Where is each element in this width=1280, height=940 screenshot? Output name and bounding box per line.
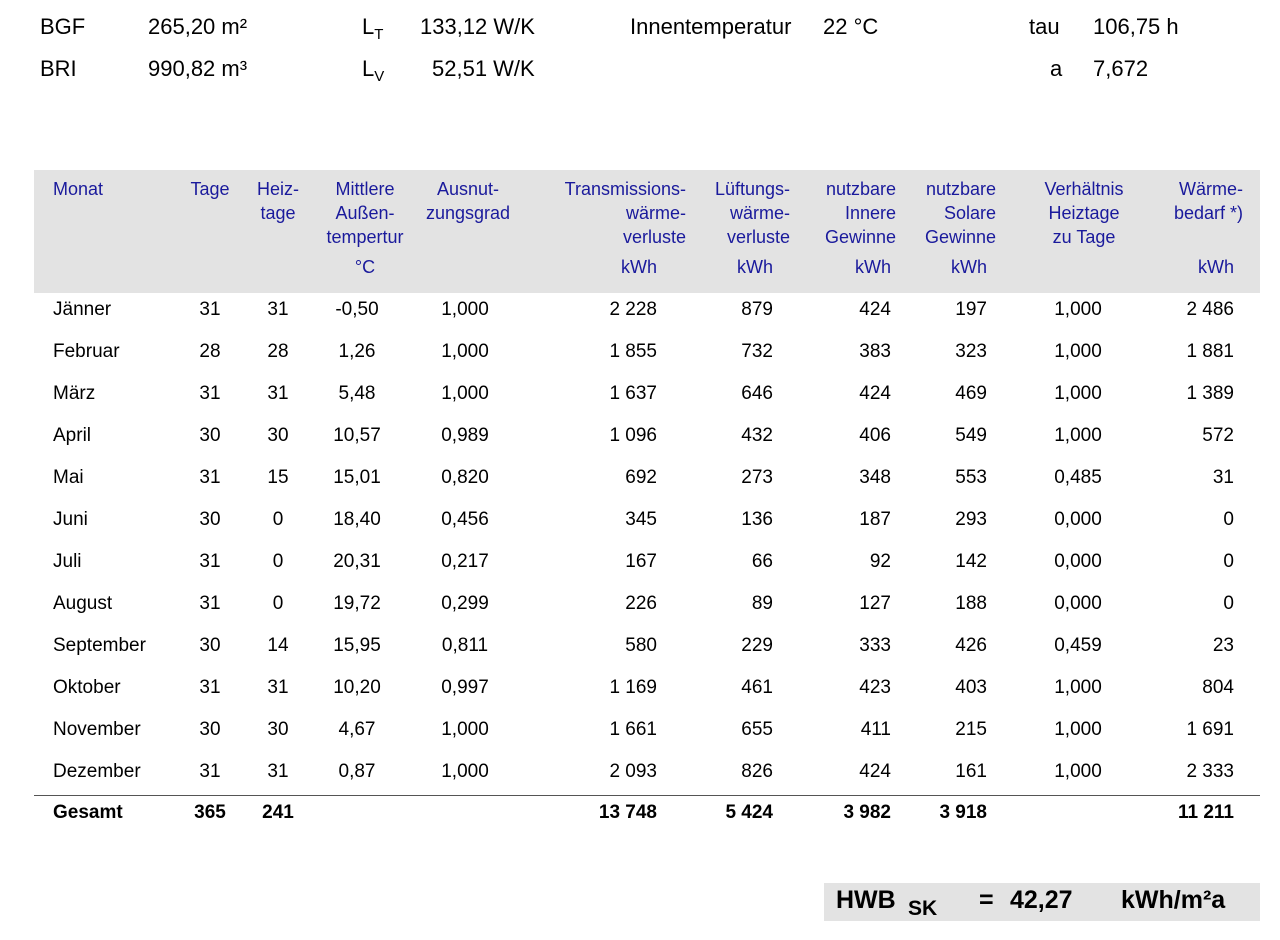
table-cell: 1,000 — [441, 299, 489, 320]
table-cell: 18,40 — [333, 509, 381, 530]
innentemperatur-value: 22 °C — [823, 14, 879, 39]
table-cell: September — [53, 635, 146, 656]
table-cell: 1,26 — [338, 341, 376, 362]
table-cell: 0,000 — [1054, 551, 1102, 572]
table-cell: 31 — [267, 677, 289, 698]
column-header-line: Wärme- — [1179, 179, 1243, 199]
table-cell: 1 691 — [1186, 719, 1234, 740]
table-cell: Juni — [53, 509, 88, 530]
table-cell: 31 — [199, 467, 221, 488]
table-cell: 1,000 — [441, 719, 489, 740]
table-cell: 426 — [955, 635, 987, 656]
table-cell: 30 — [199, 719, 221, 740]
table-cell: 2 333 — [1186, 761, 1234, 782]
table-cell: Jänner — [53, 299, 112, 320]
table-cell: 187 — [859, 509, 891, 530]
table-cell: 692 — [625, 467, 657, 488]
table-cell: 1 855 — [609, 341, 657, 362]
table-cell: 0,87 — [338, 761, 376, 782]
a-label: a — [1050, 56, 1063, 81]
table-cell: 66 — [751, 551, 773, 572]
table-cell: 646 — [741, 383, 773, 404]
column-header-line: verluste — [726, 227, 790, 247]
hwb-value: 42,27 — [1010, 886, 1073, 914]
table-cell: 1,000 — [441, 761, 489, 782]
table-cell: 0,820 — [441, 467, 489, 488]
table-cell: August — [53, 593, 113, 614]
column-header-line: Ausnut- — [436, 179, 500, 199]
table-cell: 197 — [955, 299, 987, 320]
table-cell: 167 — [625, 551, 657, 572]
table-cell: 31 — [199, 593, 221, 614]
table-cell: 0,997 — [441, 677, 489, 698]
column-header-line: wärme- — [729, 203, 790, 223]
table-cell: 1 637 — [609, 383, 657, 404]
table-cell: 323 — [955, 341, 987, 362]
table-cell: 1 096 — [609, 425, 657, 446]
column-unit: kWh — [1198, 257, 1234, 277]
column-header-line: Gewinne — [824, 227, 896, 247]
table-cell: 0,000 — [1054, 593, 1102, 614]
table-cell: 28 — [267, 341, 289, 362]
hwb-label: HWB — [836, 886, 896, 914]
table-cell: 432 — [741, 425, 773, 446]
table-cell: Juli — [53, 551, 82, 572]
lv-value: 52,51 W/K — [432, 56, 535, 81]
table-cell: 1,000 — [1054, 677, 1102, 698]
table-cell: 424 — [859, 383, 891, 404]
table-cell: 0,989 — [441, 425, 489, 446]
table-cell: 31 — [199, 383, 221, 404]
table-cell: 345 — [625, 509, 657, 530]
table-cell: 804 — [1202, 677, 1234, 698]
table-cell: 1 389 — [1186, 383, 1234, 404]
column-header — [516, 177, 686, 249]
table-cell: 31 — [267, 299, 289, 320]
table-cell: 188 — [955, 593, 987, 614]
table-cell: Dezember — [53, 761, 141, 782]
table-cell: 31 — [199, 299, 221, 320]
table-cell: 403 — [955, 677, 987, 698]
column-header-line: tempertur — [326, 227, 404, 247]
table-cell: 0 — [1223, 551, 1234, 572]
table-cell: 30 — [267, 719, 289, 740]
table-cell: 30 — [199, 425, 221, 446]
table-cell: 1,000 — [441, 341, 489, 362]
table-cell: 30 — [267, 425, 289, 446]
a-value: 7,672 — [1093, 56, 1149, 81]
table-cell: 348 — [859, 467, 891, 488]
table-cell: 0,459 — [1054, 635, 1102, 656]
column-header-line: Lüftungs- — [714, 179, 790, 199]
table-cell: 469 — [955, 383, 987, 404]
table-cell: 580 — [625, 635, 657, 656]
lt-value: 133,12 W/K — [420, 14, 535, 39]
total-cell: 11 211 — [1177, 802, 1234, 823]
table-cell: 549 — [955, 425, 987, 446]
table-cell: 15,95 — [333, 635, 381, 656]
table-cell: November — [53, 719, 141, 740]
column-header — [53, 177, 173, 201]
column-header — [175, 177, 245, 201]
table-cell: 1 881 — [1186, 341, 1234, 362]
column-header-line: Solare — [943, 203, 996, 223]
table-cell: 1,000 — [1054, 761, 1102, 782]
column-header-line: Mittlere — [335, 179, 395, 199]
table-cell: 31 — [199, 551, 221, 572]
table-cell: 383 — [859, 341, 891, 362]
table-cell: 136 — [741, 509, 773, 530]
table-cell: 0,299 — [441, 593, 489, 614]
column-header-line: Heiz- — [256, 179, 299, 199]
table-cell: 5,48 — [338, 383, 376, 404]
table-cell: 30 — [199, 635, 221, 656]
table-cell: 4,67 — [338, 719, 376, 740]
column-header-line: zu Tage — [1052, 227, 1116, 247]
column-header — [786, 177, 896, 249]
hwb-result-box — [824, 883, 1260, 921]
table-cell: 461 — [741, 677, 773, 698]
table-cell: Oktober — [53, 677, 121, 698]
table-cell: 229 — [741, 635, 773, 656]
table-cell: 423 — [859, 677, 891, 698]
total-cell: 13 748 — [598, 802, 657, 823]
table-cell: Mai — [53, 467, 84, 488]
hwb-unit: kWh/m²a — [1121, 886, 1226, 914]
table-cell: 0,485 — [1054, 467, 1102, 488]
table-cell: 0,000 — [1054, 509, 1102, 530]
total-cell: 241 — [262, 802, 294, 823]
table-cell: 406 — [859, 425, 891, 446]
table-cell: 20,31 — [333, 551, 381, 572]
column-header-line: Heiztage — [1048, 203, 1120, 223]
table-cell: 0 — [272, 509, 284, 530]
bgf-value: 265,20 m² — [148, 14, 248, 39]
table-cell: 23 — [1212, 635, 1234, 656]
column-unit: kWh — [951, 257, 987, 277]
column-header — [310, 177, 420, 249]
table-cell: 31 — [1212, 467, 1234, 488]
table-cell: 92 — [869, 551, 891, 572]
table-cell: 14 — [267, 635, 289, 656]
table-cell: Februar — [53, 341, 120, 362]
table-cell: 879 — [741, 299, 773, 320]
column-header-line: Transmissions- — [564, 179, 686, 199]
table-cell: 333 — [859, 635, 891, 656]
table-cell: 424 — [859, 299, 891, 320]
column-header — [1123, 177, 1243, 225]
table-cell: 1,000 — [1054, 383, 1102, 404]
total-cell: 3 982 — [843, 802, 891, 823]
column-unit: kWh — [737, 257, 773, 277]
table-cell: 1,000 — [1054, 719, 1102, 740]
table-cell: 31 — [267, 761, 289, 782]
table-cell: 142 — [955, 551, 987, 572]
column-header — [886, 177, 996, 249]
column-header-line: verluste — [622, 227, 686, 247]
table-cell: 0 — [1223, 509, 1234, 530]
table-cell: 226 — [625, 593, 657, 614]
table-cell: 28 — [199, 341, 221, 362]
table-cell: März — [53, 383, 96, 404]
column-header-line: Gewinne — [924, 227, 996, 247]
table-cell: 161 — [955, 761, 987, 782]
table-cell: 826 — [741, 761, 773, 782]
column-unit: kWh — [621, 257, 657, 277]
table-cell: 0,217 — [441, 551, 489, 572]
table-cell: 2 228 — [609, 299, 657, 320]
table-cell: 273 — [741, 467, 773, 488]
table-cell: 31 — [199, 677, 221, 698]
column-header-line: nutzbare — [825, 179, 896, 199]
table-cell: 732 — [741, 341, 773, 362]
column-header-line: Innere — [844, 203, 896, 223]
tau-value: 106,75 h — [1093, 14, 1179, 39]
table-cell: 31 — [267, 383, 289, 404]
hwb-subscript: SK — [908, 897, 938, 920]
table-cell: 655 — [741, 719, 773, 740]
total-cell: 365 — [194, 802, 226, 823]
column-header-line: nutzbare — [925, 179, 996, 199]
column-header — [248, 177, 308, 225]
table-cell: 572 — [1202, 425, 1234, 446]
table-cell: 0 — [272, 593, 284, 614]
bgf-label: BGF — [40, 14, 86, 39]
table-cell: -0,50 — [335, 299, 379, 320]
table-cell: 1,000 — [1054, 299, 1102, 320]
table-cell: 1,000 — [441, 383, 489, 404]
total-separator-line — [34, 795, 1260, 796]
table-cell: 1,000 — [1054, 341, 1102, 362]
table-cell: 19,72 — [333, 593, 381, 614]
bri-value: 990,82 m³ — [148, 56, 248, 81]
table-cell: 2 093 — [609, 761, 657, 782]
table-cell: 1 169 — [609, 677, 657, 698]
table-cell: 0 — [272, 551, 284, 572]
hwb-equals: = — [979, 886, 994, 914]
table-cell: 0,811 — [441, 635, 489, 656]
column-header-line: Außen- — [335, 203, 395, 223]
column-header-line: bedarf *) — [1173, 203, 1243, 223]
total-cell: 5 424 — [725, 802, 773, 823]
column-header-line: Monat — [53, 179, 104, 199]
column-header-line: Tage — [190, 179, 230, 199]
bri-label: BRI — [40, 56, 77, 81]
table-cell: 89 — [751, 593, 773, 614]
table-cell: 0 — [1223, 593, 1234, 614]
innentemperatur-label: Innentemperatur — [630, 14, 792, 39]
table-cell: 2 486 — [1186, 299, 1234, 320]
table-cell: 553 — [955, 467, 987, 488]
column-header — [413, 177, 523, 225]
lv-label: $L_V$ — [362, 56, 385, 85]
table-cell: 30 — [199, 509, 221, 530]
total-cell: Gesamt — [53, 802, 123, 823]
table-cell: 293 — [955, 509, 987, 530]
column-unit: kWh — [855, 257, 891, 277]
column-header-line: wärme- — [625, 203, 686, 223]
table-cell: 127 — [859, 593, 891, 614]
tau-label: tau — [1029, 14, 1060, 39]
table-cell: April — [53, 425, 92, 446]
table-cell: 1,000 — [1054, 425, 1102, 446]
table-cell: 215 — [955, 719, 987, 740]
table-cell: 15,01 — [333, 467, 381, 488]
lt-label: $L_T$ — [362, 14, 384, 43]
table-cell: 15 — [267, 467, 289, 488]
table-cell: 1 661 — [609, 719, 657, 740]
total-cell: 3 918 — [939, 802, 987, 823]
table-cell: 31 — [199, 761, 221, 782]
table-cell: 10,57 — [333, 425, 381, 446]
column-unit: °C — [354, 257, 376, 277]
table-cell: 0,456 — [441, 509, 489, 530]
table-cell: 411 — [860, 719, 891, 740]
column-header — [680, 177, 790, 249]
column-header-line: zungsgrad — [425, 203, 511, 223]
column-header-line: Verhältnis — [1044, 179, 1124, 199]
table-cell: 424 — [859, 761, 891, 782]
column-header-line: tage — [260, 203, 296, 223]
table-cell: 10,20 — [333, 677, 381, 698]
